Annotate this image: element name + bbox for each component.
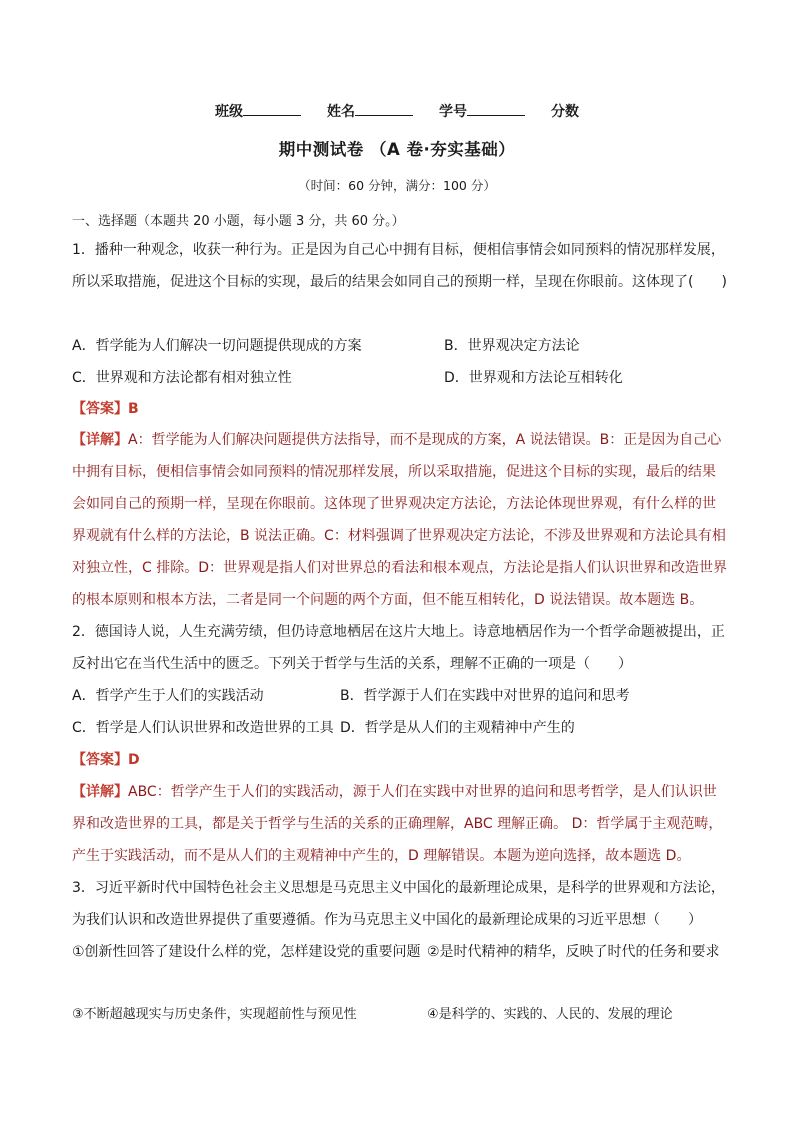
- id-blank: [467, 103, 525, 116]
- q3-stem-line1: 3．习近平新时代中国特色社会主义思想是马克思主义中国化的最新理论成果，是科学的世界观和方法论，: [72, 880, 725, 896]
- q1-option-a: A．哲学能为人们解决一切问题提供现成的方案: [72, 338, 362, 354]
- q1-explanation-line2: 中拥有目标，便相信事情会如同预料的情况那样发展，所以采取措施，促进这个目标的实现，最后的结果: [72, 464, 716, 480]
- q3-option-4: ④是科学的、实践的、人民的、发展的理论: [427, 1007, 673, 1022]
- q1-option-c: C．世界观和方法论都有相对独立性: [72, 370, 292, 386]
- exam-subtitle: （时间：60 分钟，满分：100 分）: [298, 178, 496, 193]
- class-blank: [243, 103, 301, 116]
- q1-option-b: B．世界观决定方法论: [444, 338, 580, 354]
- q3-option-1: ①创新性回答了建设什么样的党，怎样建设党的重要问题: [72, 944, 421, 960]
- page-title: 期中测试卷 （A 卷·夯实基础）: [278, 140, 516, 159]
- q2-answer: 【答案】D: [72, 752, 140, 768]
- q1-answer: 【答案】B: [72, 401, 139, 417]
- name-label: 姓名: [327, 104, 355, 120]
- q1-explanation-line5: 对独立性，C 排除。D：世界观是指人们对世界总的看法和根本观点，方法论是指人们认识世界和改造世界: [72, 560, 728, 576]
- class-label: 班级: [215, 104, 243, 120]
- q2-explanation-line1: 【详解】ABC：哲学产生于人们的实践活动，源于人们在实践中对世界的追问和思考哲学，是人们认识世: [72, 784, 717, 800]
- name-blank: [355, 103, 413, 116]
- id-label: 学号: [439, 104, 467, 120]
- q2-option-a: A．哲学产生于人们的实践活动: [72, 688, 264, 704]
- q2-option-d: D．哲学是从人们的主观精神中产生的: [340, 720, 575, 736]
- q2-option-b: B．哲学源于人们在实践中对世界的追问和思考: [340, 688, 630, 704]
- q1-stem-line1: 1．播种一种观念，收获一种行为。正是因为自己心中拥有目标，便相信事情会如同预料的情况那样发展，: [72, 242, 725, 258]
- q2-stem-line1: 2．德国诗人说，人生充满劳绩，但仍诗意地栖居在这片大地上。诗意地栖居作为一个哲学命题被提出，正: [72, 624, 725, 640]
- q2-explanation-line2: 界和改造世界的工具，都是关于哲学与生活的关系的正确理解，ABC 理解正确。 D：哲学属于主观范畴，: [72, 816, 723, 832]
- score-label: 分数: [551, 104, 579, 120]
- header-info: [0, 101, 794, 121]
- q1-explanation-tag: 【详解】: [72, 432, 128, 448]
- q1-stem-line2: 所以采取措施，促进这个目标的实现，最后的结果会如同自己的预期一样，呈现在你眼前。这体现了( ): [72, 274, 727, 290]
- q1-explanation-line3: 会如同自己的预期一样，呈现在你眼前。这体现了世界观决定方法论，方法论体现世界观，有什么样的世: [72, 496, 716, 512]
- q3-stem-line2: 为我们认识和改造世界提供了重要遵循。作为马克思主义中国化的最新理论成果的习近平思想（ ）: [72, 912, 702, 928]
- q2-explanation-tag: 【详解】: [72, 784, 128, 800]
- q2-explanation-line3: 产生于实践活动，而不是从人们的主观精神中产生的，D 理解错误。本题为逆向选择，故本题选 D。: [72, 848, 691, 864]
- section-heading: 一、选择题（本题共 20 小题，每小题 3 分，共 60 分。）: [72, 214, 405, 229]
- q1-explanation-line4: 界观就有什么样的方法论，B 说法正确。C：材料强调了世界观决定方法论，不涉及世界观和方法论具有相: [72, 528, 726, 544]
- q1-explanation-line6: 的根本原则和根本方法，二者是同一个问题的两个方面，但不能互相转化，D 说法错误。故本题选 B。: [72, 592, 704, 608]
- q1-explanation-line1: 【详解】A：哲学能为人们解决问题提供方法指导，而不是现成的方案，A 说法错误。B：正是因为自己心: [72, 432, 722, 448]
- q3-option-2: ②是时代精神的精华，反映了时代的任务和要求: [427, 944, 720, 960]
- q2-stem-line2: 反衬出它在当代生活中的匮乏。下列关于哲学与生活的关系，理解不正确的一项是（ ）: [72, 656, 632, 672]
- q2-option-c: C．哲学是人们认识世界和改造世界的工具: [72, 720, 334, 736]
- q3-option-3: ③不断超越现实与历史条件，实现超前性与预见性: [72, 1007, 357, 1022]
- q1-option-d: D．世界观和方法论互相转化: [444, 370, 623, 386]
